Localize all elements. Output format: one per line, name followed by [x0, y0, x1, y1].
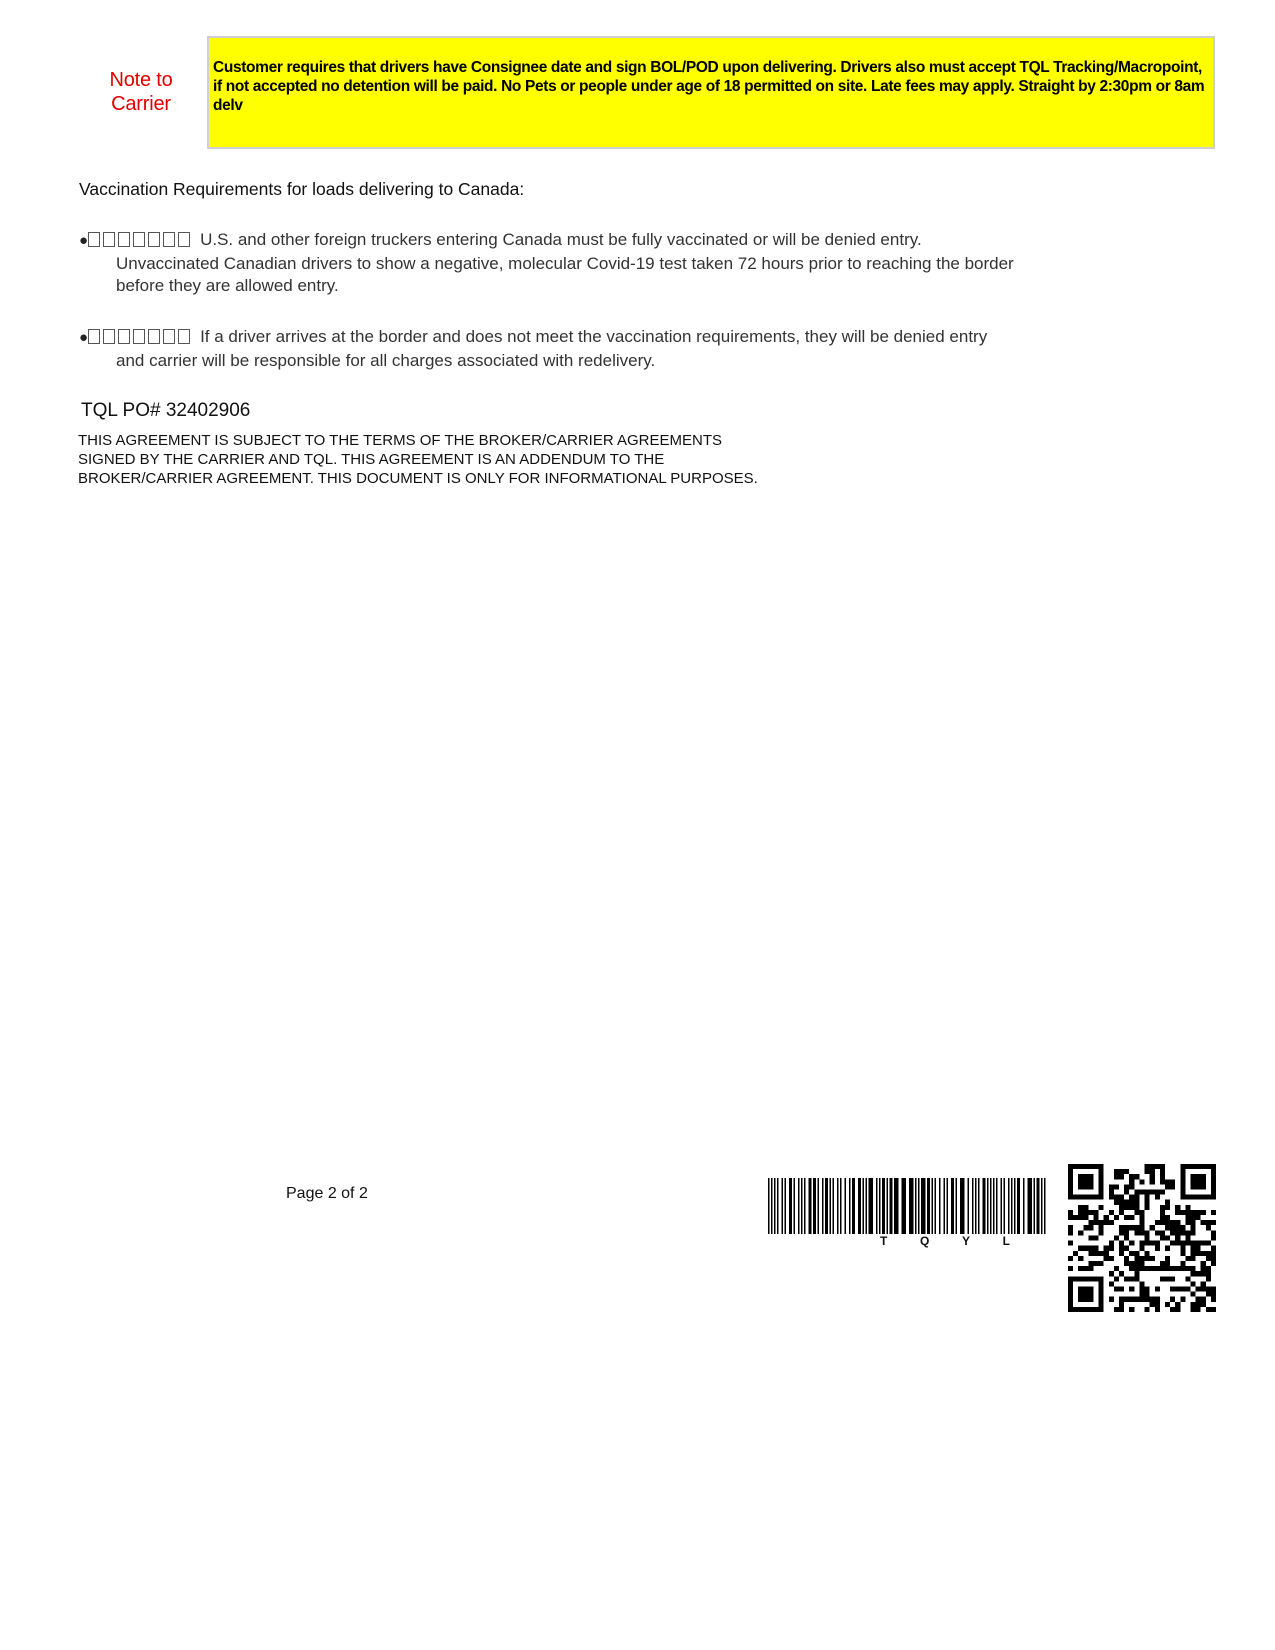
barcode-char: Y	[961, 1234, 970, 1248]
barcode-icon	[768, 1178, 1048, 1234]
vaccination-bullet	[79, 229, 1079, 297]
bullet-continuation: and carrier will be responsible for all charges associated with redelivery.	[116, 351, 656, 370]
qr-code-icon	[1068, 1164, 1216, 1312]
bullet-dot-icon: ●	[79, 329, 89, 346]
bullet-text: If a driver arrives at the border and does not meet the vaccination requirements, they will be denied entry	[200, 327, 988, 346]
po-number: TQL PO# 32402906	[81, 400, 251, 421]
barcode-char: Q	[919, 1234, 930, 1248]
bullet-continuation: Unvaccinated Canadian drivers to show a negative, molecular Covid-19 test taken 72 hours prior to reaching the border before they are allowed entry.	[116, 254, 1014, 295]
bullet-text: U.S. and other foreign truckers entering Canada must be fully vaccinated or will be denied entry.	[200, 230, 922, 249]
placeholder-glyphs-icon	[88, 328, 193, 350]
barcode-text	[860, 1234, 1030, 1248]
page-number: Page 2 of 2	[286, 1185, 368, 1202]
agreement-text: THIS AGREEMENT IS SUBJECT TO THE TERMS OF THE BROKER/CARRIER AGREEMENTS SIGNED BY THE CARRIER AND TQL. THIS AGREEMENT IS AN ADDENDUM TO THE BROKER/CARRIER AGREEMENT. THIS DOCUMENT IS ONLY FOR INFORMATIONAL PURPOSES.	[78, 432, 758, 487]
note-to-carrier-label: Note to Carrier	[109, 69, 173, 115]
carrier-note-box: Customer requires that drivers have Consignee date and sign BOL/POD upon delivering. Drivers also must accept TQL Tracking/Macropoint, if not accepted no detention will be paid. No Pets or people under age of 18 permitted on site. Late fees may apply. Straight by 2:30pm or 8am delv	[207, 36, 1215, 149]
vaccination-bullet	[79, 326, 1079, 372]
placeholder-glyphs-icon	[88, 231, 193, 253]
vaccination-title: Vaccination Requirements for loads delivering to Canada:	[79, 179, 525, 199]
barcode-char: L	[1002, 1234, 1010, 1248]
bullet-dot-icon: ●	[79, 232, 89, 249]
barcode-char: T	[880, 1234, 888, 1248]
